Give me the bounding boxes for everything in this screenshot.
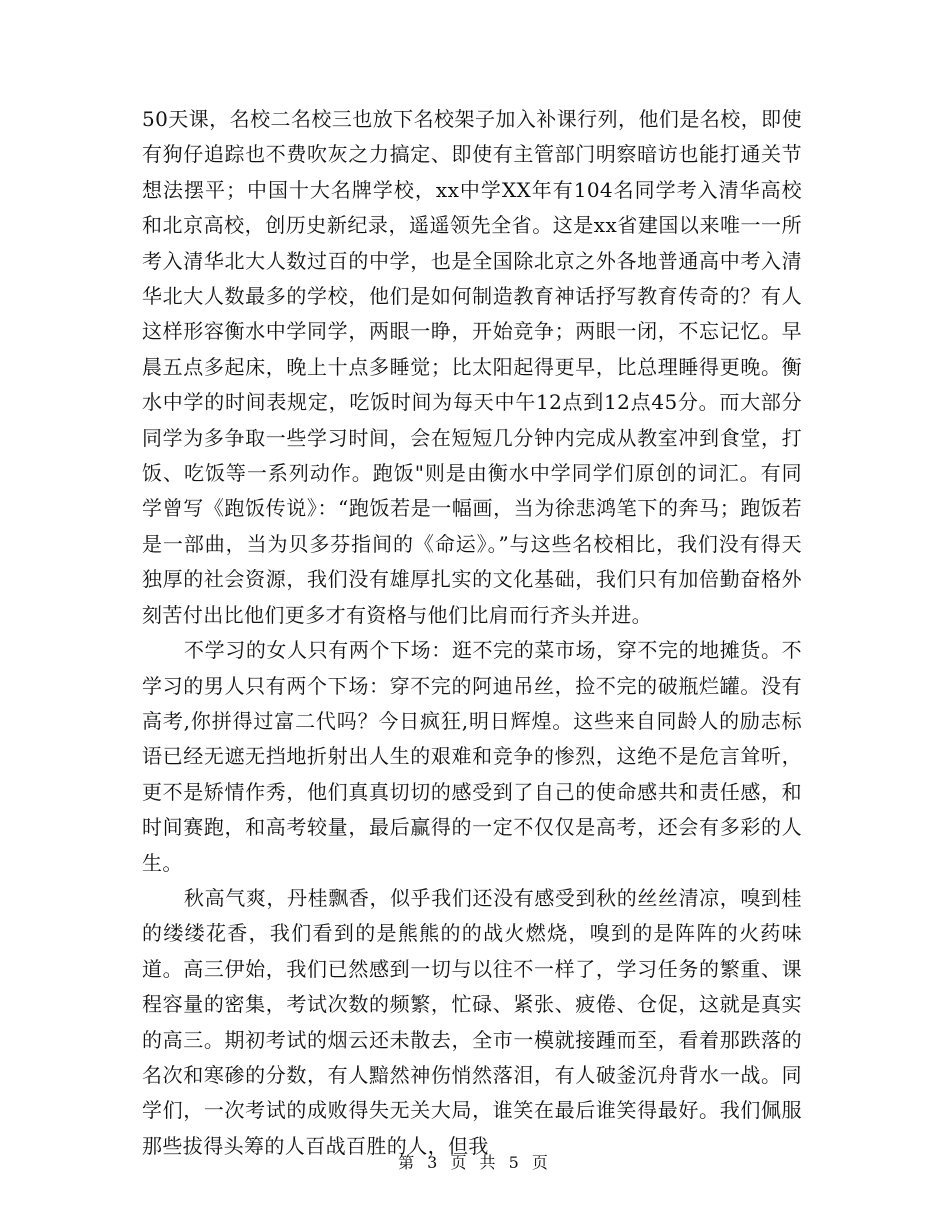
paragraph-3: 秋高气爽，丹桂飘香，似乎我们还没有感受到秋的丝丝清凉，嗅到桂的缕缕花香，我们看到的是熊熊的的战火燃烧，嗅到的是阵阵的火药味道。高三伊始，我们已然感到一切与以往不一样了，学习任务的繁重、课程容量的密集，考试次数的频繁，忙碌、紧张、疲倦、仓促，这就是真实的高三。期初考试的烟云还未散去，全市一模就接踵而至，看着那跌落的名次和寒碜的分数，有人黯然神伤悄然落泪，有人破釜沉舟背水一战。同学们，一次考试的成败得失无关大局，谁笑在最后谁笑得最好。我们佩服那些拔得头筹的人百战百胜的人，但我	[142, 885, 802, 1158]
paragraph-2: 不学习的女人只有两个下场：逛不完的菜市场，穿不完的地摊货。不学习的男人只有两个下场：穿不完的阿迪吊丝，捡不完的破瓶烂罐。没有高考,你拼得过富二代吗？今日疯狂,明日辉煌。这些来自同龄人的励志标语已经无遮无挡地折射出人生的艰难和竞争的惨烈，这绝不是危言耸听，更不是矫情作秀，他们真真切切的感受到了自己的使命感共和责任感，和时间赛跑，和高考较量，最后赢得的一定不仅仅是高考，还会有多彩的人生。	[142, 638, 802, 875]
paragraph-1: 50天课，名校二名校三也放下名校架子加入补课行列，他们是名校，即使有狗仔追踪也不费吹灰之力搞定、即使有主管部门明察暗访也能打通关节想法摆平；中国十大名牌学校，xx中学XX年有104名同学考入清华高校和北京高校，创历史新纪录，遥遥领先全省。这是xx省建国以来唯一一所考入清华北大人数过百的中学，也是全国除北京之外各地普通高中考入清华北大人数最多的学校，他们是如何制造教育神话抒写教育传奇的？有人这样形容衡水中学同学，两眼一睁，开始竞争；两眼一闭，不忘记忆。早晨五点多起床，晚上十点多睡觉；比太阳起得更早，比总理睡得更晚。衡水中学的时间表规定，吃饭时间为每天中午12点到12点45分。而大部分同学为多争取一些学习时间，会在短短几分钟内完成从教室冲到食堂，打饭、吃饭等一系列动作。跑饭"则是由衡水中学同学们原创的词汇。有同学曾写《跑饭传说》：“跑饭若是一幅画，当为徐悲鸿笔下的奔马；跑饭若是一部曲，当为贝多芬指间的《命运》。”与这些名校相比，我们没有得天独厚的社会资源，我们没有雄厚扎实的文化基础，我们只有加倍勤奋格外刻苦付出比他们更多才有资格与他们比肩而行齐头并进。	[142, 107, 802, 627]
document-body	[142, 102, 802, 1164]
page-footer: 第 3 页 共 5 页	[398, 1153, 552, 1172]
